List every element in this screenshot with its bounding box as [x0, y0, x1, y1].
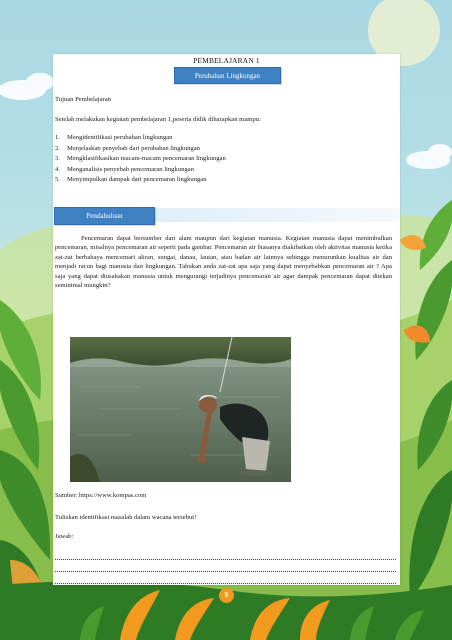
list-item-text: Menyimpulkan dampak dari pencemaran lingkungan: [67, 176, 207, 184]
answer-line[interactable]: [55, 571, 396, 572]
list-item-number: 2.: [55, 144, 60, 152]
cloud-left-icon: [0, 73, 54, 100]
cloud-right-icon: [406, 144, 452, 169]
intro-banner: Pendahuluan: [54, 207, 155, 225]
objectives-list: [55, 133, 385, 186]
list-item-number: 3.: [55, 155, 60, 163]
list-item-text: Mengidentifikasi perubahan lingkungan: [67, 134, 173, 141]
task-instruction: Tuliskan identifikasi masalah dalam wacana tersebut!: [55, 514, 197, 521]
list-item-text: Mengklasifikasikan macam-macam pencemaran lingkungan: [67, 155, 226, 163]
intro-header-strip: [153, 208, 400, 222]
list-item-number: 5.: [55, 176, 60, 184]
list-item-number: 1.: [55, 134, 60, 141]
list-item: [55, 165, 385, 176]
lesson-page: [53, 54, 400, 585]
answer-label: Jawab:: [55, 533, 74, 540]
list-item-text: Menganalisis penyebab pencemaran lingkungan: [67, 165, 194, 173]
objectives-intro: Setelah melakukan kegiatan pembelajaran 1,peserta didik diharapkan mampu:: [55, 116, 261, 123]
page-number-badge: 5: [219, 588, 234, 603]
list-item: [55, 175, 385, 186]
list-item-number: 4.: [55, 165, 60, 173]
list-item: [55, 154, 385, 165]
section-title: PEMBELAJARAN 1: [193, 56, 260, 65]
objectives-label: Tujuan Pembelajaran: [55, 96, 111, 103]
water-pollution-photo: [70, 337, 291, 482]
intro-paragraph: Pencemaran dapat bersumber dari alam maupun dari kegiatan manusia. Kegiatan manusia dapat menimbulkan pencemaran, misalnya pencemaran air seperti pada gambar. Pencemaran air biasanya diakibatkan oleh aktivitas manusia ketika zat-zat berbahaya mencemari aliran, sungai, danau, lautan, atau badan air lainnya sehingga menurunkan kualitas air dan menjadi racun bagi manusia dan lingkungan. Tahukan anda zat-zat apa saja yang dapat menyebabkan pencemaran air ? Apa saja yang dapat diusahakan manusia untuk mengurangi terjadinya pencemaran air agar dampak pencemaran dapat ditekan seminimal mungkin?: [55, 235, 392, 290]
answer-line[interactable]: [55, 559, 396, 560]
list-item-text: Menjelaskan penyebab dari perubahan lingkungan: [67, 144, 200, 152]
image-source-caption: Sumber: https://www.kompas.com: [55, 492, 147, 499]
list-item: [55, 133, 385, 144]
list-item: [55, 144, 385, 155]
topic-banner: Perubahan Lingkungan: [174, 67, 281, 84]
answer-line[interactable]: [55, 583, 396, 584]
